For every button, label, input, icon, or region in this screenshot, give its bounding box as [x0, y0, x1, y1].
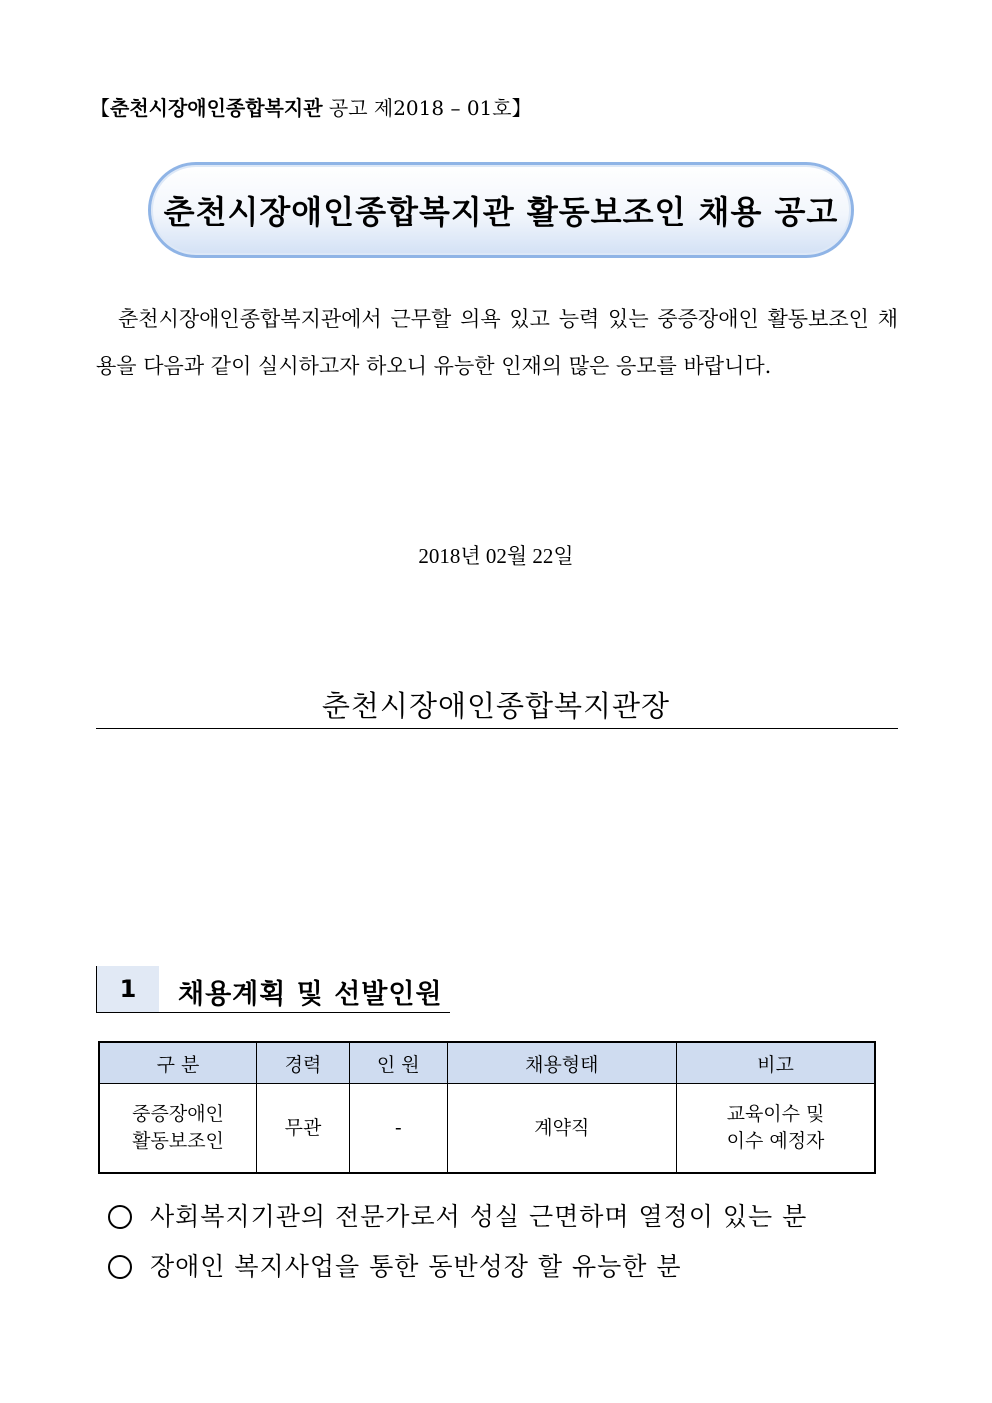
cell-note: [677, 1084, 876, 1174]
intro-paragraph: [96, 296, 898, 390]
list-item: [104, 1192, 807, 1242]
cell-note-line1: 교육이수 및: [726, 1103, 825, 1125]
cell-category: [99, 1084, 257, 1174]
table-header-row: [99, 1042, 875, 1084]
circle-icon: [108, 1205, 132, 1229]
notice-number: [90, 92, 532, 121]
cell-count: -: [349, 1084, 447, 1174]
notice-date: 2018년 02월 22일: [418, 544, 574, 568]
list-item: [104, 1242, 807, 1292]
section-title: 채용계획 및 선발인원: [178, 979, 443, 1010]
cell-type: 계약직: [447, 1084, 676, 1174]
notice-number-text: 공고 제2018 – 01호: [322, 96, 512, 120]
director-signature: 춘천시장애인종합복지관장: [321, 689, 671, 723]
cell-note-line2: 이수 예정자: [726, 1130, 825, 1152]
cell-category-line1: 중증장애인: [132, 1103, 224, 1125]
header-career: 경력: [257, 1042, 350, 1084]
header-category: 구 분: [99, 1042, 257, 1084]
notice-close-bracket: 】: [511, 96, 532, 120]
cell-career: 무관: [257, 1084, 350, 1174]
notice-open-bracket: 【: [90, 96, 110, 120]
cell-category-line2: 활동보조인: [132, 1130, 224, 1152]
section-number: 1: [96, 966, 159, 1012]
section-heading: [96, 966, 450, 1013]
notice-org: 춘천시장애인종합복지관: [110, 96, 323, 120]
recruitment-table: [98, 1041, 876, 1174]
header-note: 비고: [677, 1042, 876, 1084]
qualification-list: [104, 1192, 807, 1292]
header-count: 인 원: [349, 1042, 447, 1084]
divider: [96, 728, 898, 729]
list-item-text: 장애인 복지사업을 통한 동반성장 할 유능한 분: [150, 1252, 682, 1281]
intro-text: 춘천시장애인종합복지관에서 근무할 의욕 있고 능력 있는 중증장애인 활동보조인 채용을 다음과 같이 실시하고자 하오니 유능한 인재의 많은 응모를 바랍니다.: [96, 307, 898, 378]
list-item-text: 사회복지기관의 전문가로서 성실 근면하며 열정이 있는 분: [150, 1202, 808, 1231]
header-type: 채용형태: [447, 1042, 676, 1084]
page-title: 춘천시장애인종합복지관 활동보조인 채용 공고: [148, 162, 854, 258]
table-row: [99, 1084, 875, 1174]
circle-icon: [108, 1255, 132, 1279]
